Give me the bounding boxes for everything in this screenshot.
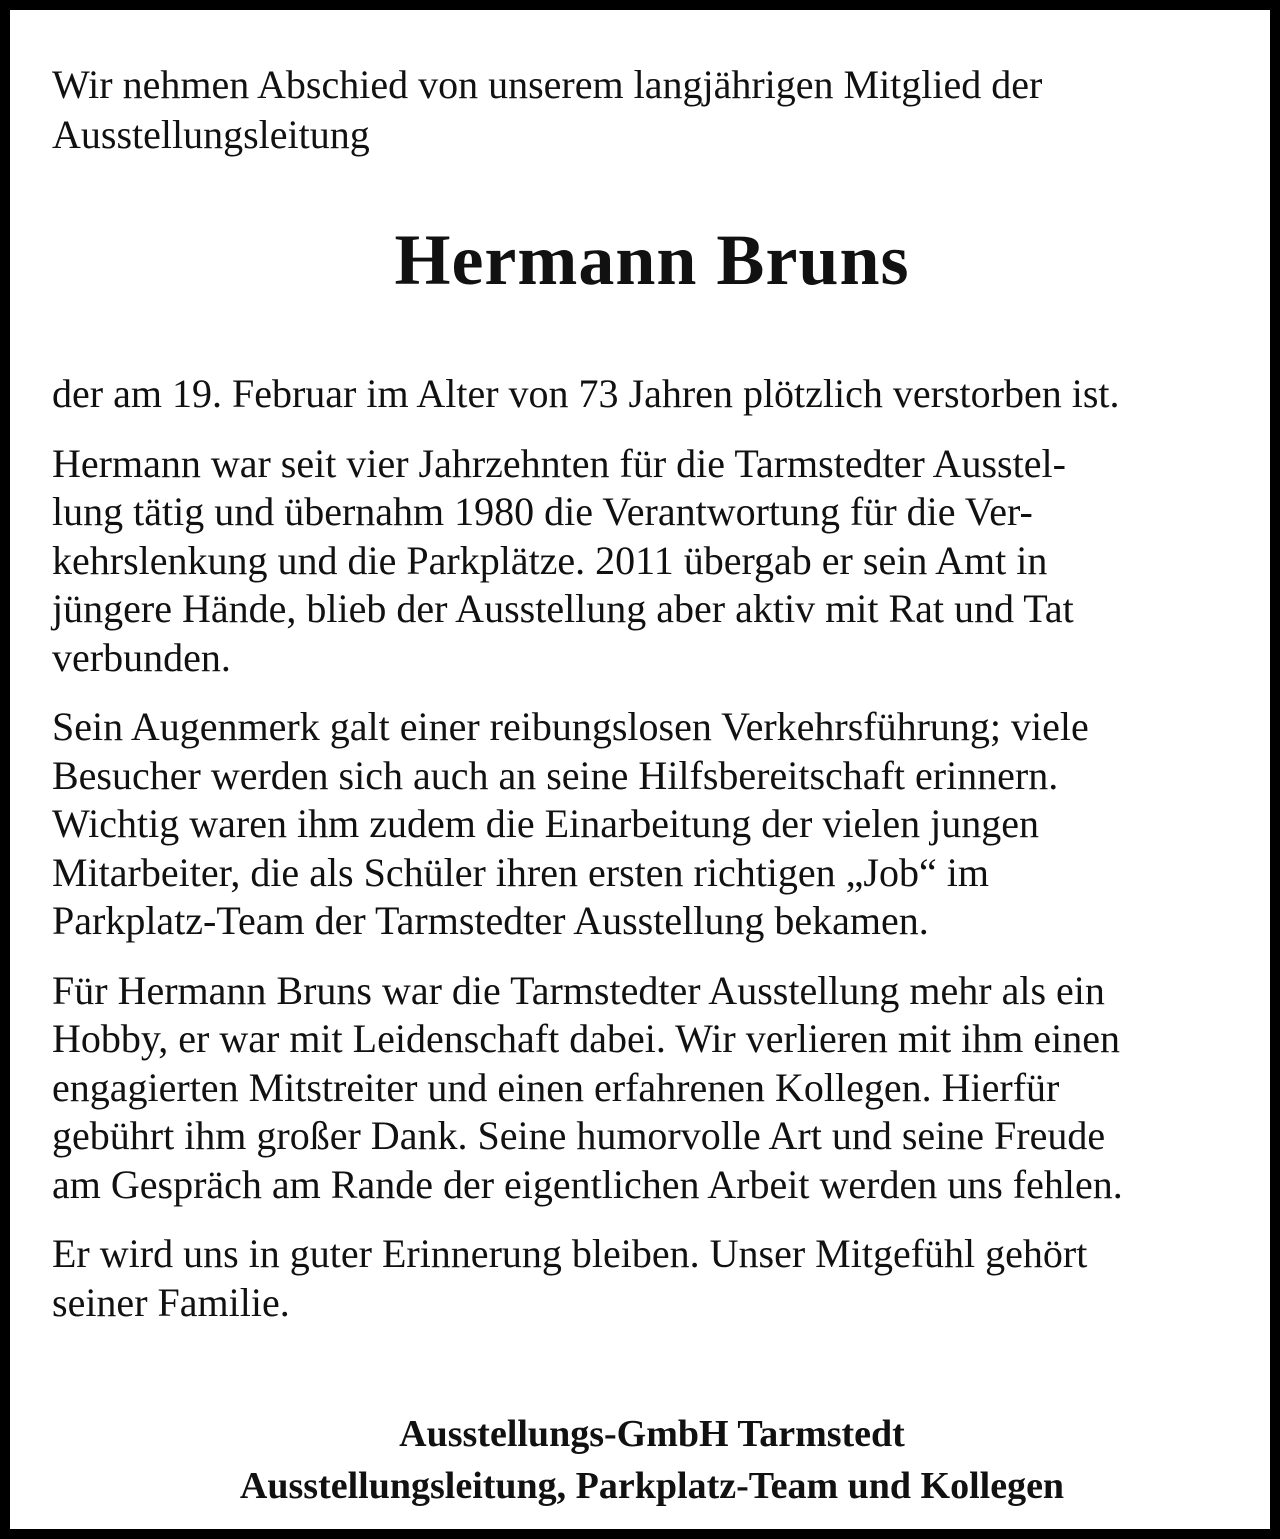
notice-content	[52, 60, 1252, 1507]
paragraph-line: jüngere Hände, blieb der Ausstellung aber aktiv mit Rat und Tat	[52, 586, 1074, 631]
paragraph-line: Er wird uns in guter Erinnerung bleiben. Unser Mitgefühl gehört	[52, 1231, 1088, 1276]
paragraph-focus	[52, 703, 1252, 946]
paragraph-tribute	[52, 967, 1252, 1210]
paragraph-death-date	[52, 370, 1252, 419]
paragraph-line: Mitarbeiter, die als Schüler ihren ersten richtigen „Job“ im	[52, 849, 989, 895]
paragraph-line: Wichtig waren ihm zudem die Einarbeitung der vielen jungen	[52, 801, 1039, 846]
paragraph-line: Parkplatz-Team der Tarmstedter Ausstellung bekamen.	[52, 898, 929, 943]
signature-organization: Ausstellungs-GmbH Tarmstedt	[399, 1413, 905, 1455]
notice-body	[52, 370, 1252, 1348]
intro-text	[52, 60, 1252, 160]
signature-team: Ausstellungsleitung, Parkplatz-Team und Kollegen	[239, 1465, 1065, 1507]
intro-line-2: Ausstellungsleitung	[52, 112, 370, 157]
paragraph-line: seiner Familie.	[52, 1279, 290, 1325]
paragraph-line: Für Hermann Bruns war die Tarmstedter Ausstellung mehr als ein	[52, 967, 1105, 1013]
paragraph-line: kehrslenkung und die Parkplätze. 2011 übergab er sein Amt in	[52, 537, 1048, 583]
paragraph-line: Hobby, er war mit Leidenschaft dabei. Wir verlieren mit ihm einen	[52, 1016, 1121, 1061]
paragraph-line: gebührt ihm großer Dank. Seine humorvolle Art und seine Freude	[52, 1113, 1106, 1158]
paragraph-closing	[52, 1230, 1252, 1327]
paragraph-line: verbunden.	[52, 634, 231, 680]
paragraph-career	[52, 440, 1252, 683]
paragraph-line: am Gespräch am Rande der eigentlichen Arbeit werden uns fehlen.	[52, 1161, 1123, 1207]
intro-line-1: Wir nehmen Abschied von unserem langjährigen Mitglied der	[52, 62, 1043, 107]
paragraph-line: Besucher werden sich auch an seine Hilfsbereitschaft erinnern.	[52, 752, 1059, 798]
paragraph-line: Hermann war seit vier Jahrzehnten für die Tarmstedter Ausstel-	[52, 440, 1066, 486]
paragraph-line: Sein Augenmerk galt einer reibungslosen Verkehrsführung; viele	[52, 704, 1089, 749]
paragraph-line: lung tätig und übernahm 1980 die Verantwortung für die Ver-	[52, 489, 1033, 534]
paragraph-line: engagierten Mitstreiter und einen erfahrenen Kollegen. Hierfür	[52, 1064, 1060, 1110]
signature-block	[52, 1408, 1252, 1512]
deceased-name: Hermann Bruns	[394, 220, 910, 300]
paragraph-line: der am 19. Februar im Alter von 73 Jahren plötzlich verstorben ist.	[52, 371, 1120, 416]
